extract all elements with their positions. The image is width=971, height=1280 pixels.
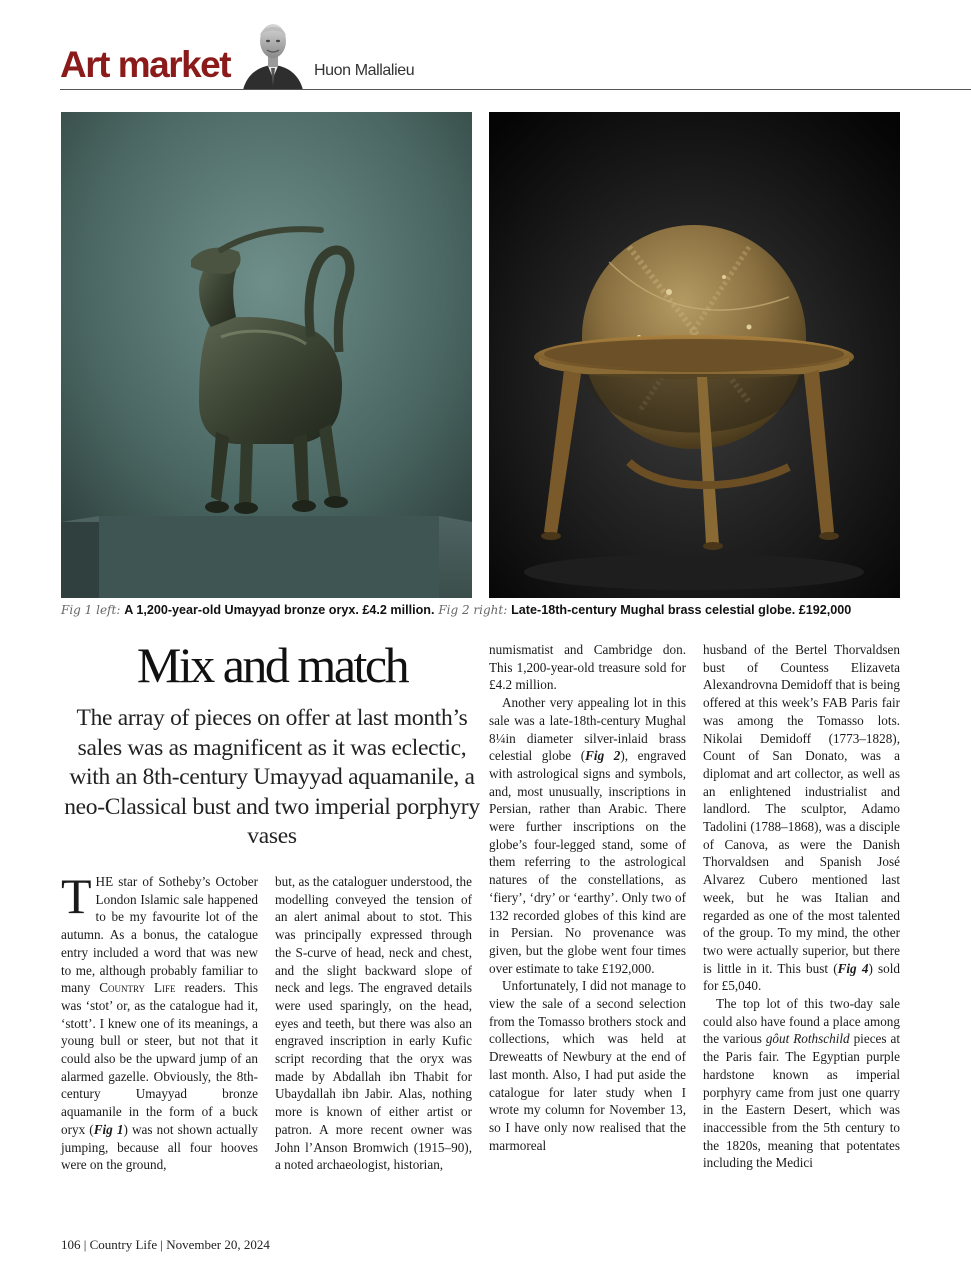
figure-reference: Fig 1 — [93, 1121, 124, 1137]
italic-term: gôut Rothschild — [765, 1031, 850, 1047]
paragraph — [703, 641, 900, 995]
page-header — [0, 0, 971, 100]
article-standfirst: The array of pieces on offer at last month’s sales was as magnificent as it was eclectic, with an 8th-century Umayyad aquamanile, a neo-Classical bust and two imperial porphyry vases — [64, 705, 480, 849]
paragraph — [61, 868, 258, 1174]
article-column-1 — [61, 868, 258, 1174]
author-byline: Huon Mallalieu — [314, 62, 415, 79]
fig2-caption-label: Fig 2 right: — [438, 603, 508, 617]
text-run: ) sold for £5,040. — [703, 960, 901, 994]
article-headline: Mix and match — [136, 637, 408, 693]
section-title: Art market — [60, 44, 231, 85]
figure-reference: Fig 2 — [585, 748, 621, 764]
magazine-name: Country Life — [99, 980, 176, 996]
paragraph: numismatist and Cambridge don. This 1,200-year-old treasure sold for £4.2 million. — [489, 642, 686, 693]
text-run: HE star of Sotheby’s October London Islamic sale happened to be my favourite lot of the autumn. As a bonus, the catalogue entry included a word that was new to me, although probably familiar to many — [61, 874, 258, 996]
paragraph: but, as the cataloguer understood, the modelling conveyed the tension of an alert animal about to stot. This was principally expressed through the S-curve of head, neck and chest, and the slight backward slope of neck and legs. The engraved details were used sparingly, on the head, eyes and teeth, but there was also an engraved inscription in early Kufic script recording that the oryx was made by Abdallah ibn Thabit for Ubaydallah ibn Jabir. Alas, nothing more is known of either artist or patron. A more recent owner was John l’Anson Bromwich (1915–90), a noted archaeologist, historian, — [275, 874, 472, 1173]
fig2-caption-text: Late-18th-century Mughal brass celestial globe. £192,000 — [511, 603, 852, 617]
paragraph — [703, 995, 900, 1172]
text-run: husband of the Bertel Thorvaldsen bust of Countess Elizaveta Alexandrovna Demidoff that is being offered at this week’s FAB Paris fair was among the Tomasso lots. Nikolai Demidoff (1773–1828), Count of San Donato, was a diplomat and art collector, as well as an enlightened industrialist and landlord. The sculptor, Adamo Tadolini (1788–1868), was a disciple of Canova, as were the Danish Thorvaldsen and Spanish José Alvarez Cubero mentioned last week, but he was Italian and regarded as one of the most talented of the group. To my mind, the other two were actually superior, but there is little in it. This bust ( — [703, 642, 900, 976]
paragraph — [489, 694, 686, 977]
page-footer: 106 | Country Life | November 20, 2024 — [61, 1237, 270, 1252]
fig1-caption-text: A 1,200-year-old Umayyad bronze oryx. £4.2 million. — [124, 603, 435, 617]
text-run: pieces at the Paris fair. The Egyptian purple hardstone known as imperial porphyry came from just one quarry in the Eastern Desert, which was inaccessible from the 5th century to the 1820s, meaning that potentates including the Medici — [703, 1031, 901, 1171]
photo-caption — [61, 603, 941, 617]
fig1-caption-label: Fig 1 left: — [61, 603, 121, 617]
header-divider — [60, 89, 971, 90]
text-run: ), engraved with astrological signs and symbols, and, most unusually, inscriptions in Persian, rather than Arabic. There were further inscriptions on the globe’s four-legged stand, some of them referring to the astrological natures of the constellations, as ‘fiery’, ‘dry’ or ‘earthy’. Only two of 132 recorded globes of this kind are in Persian. No provenance was given, but the globe went four times over estimate to take £192,000. — [489, 748, 686, 976]
celestial-globe-photo — [489, 112, 900, 598]
article-column-4 — [703, 641, 900, 1172]
paragraph: Unfortunately, I did not manage to view the sale of a second selection from the Tomasso brothers stock and collections, which was held at Dreweatts of Newbury at the end of last month. Also, I had put aside the catalogue for later study when I wrote my column for November 13, so I have only now realised that the marmoreal — [489, 978, 686, 1153]
text-run: The top lot of this two-day sale could also have found a place among the various — [703, 996, 900, 1047]
article-column-3 — [489, 641, 686, 1154]
drop-cap: T — [61, 868, 92, 924]
author-portrait — [241, 16, 305, 90]
oryx-photo — [61, 112, 472, 598]
text-run: readers. This was ‘stot’ or, as the catalogue had it, ‘stott’. I knew one of its meanings, a young bull or steer, but not that it could also be the upward jump of an alarmed gazelle. Obviously, the 8th-century Umayyad bronze aquamanile in the form of a buck oryx ( — [61, 980, 258, 1137]
article-column-2 — [275, 873, 472, 1174]
text-run: Another very appealing lot in this sale was a late-18th-century Mughal 8¼in diameter silver-inlaid brass celestial globe ( — [489, 695, 686, 764]
figure-reference: Fig 4 — [837, 960, 869, 976]
text-run: ) was not shown actually jumping, because all four hooves were on the ground, — [61, 1121, 258, 1173]
